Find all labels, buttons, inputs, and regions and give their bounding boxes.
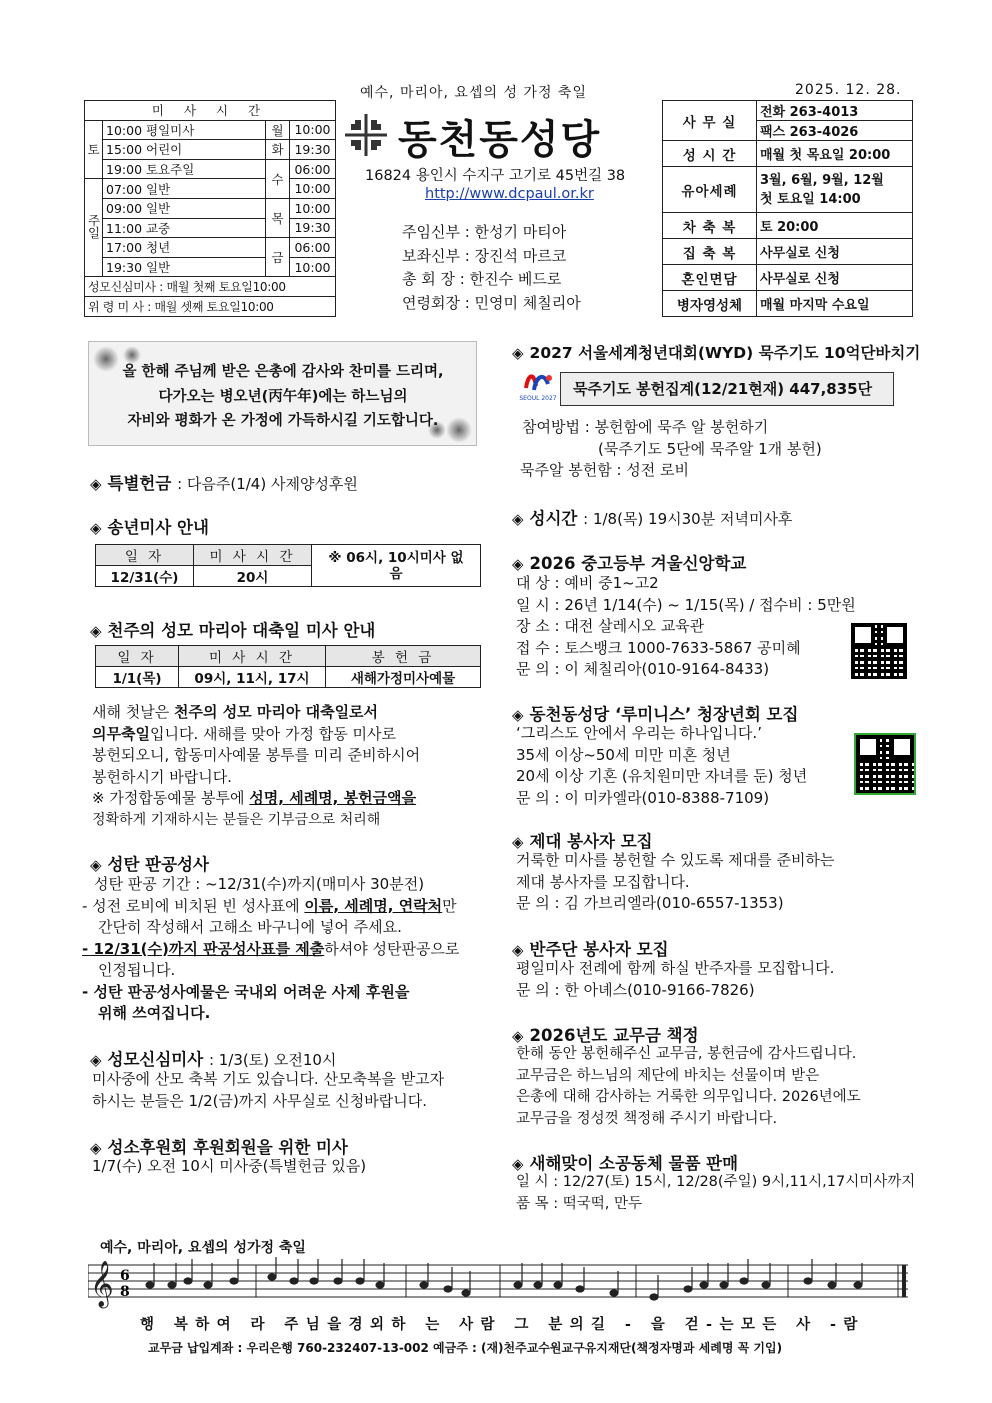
sale-body (516, 1172, 916, 1215)
weekend-mass-4: 07:00 일반 (103, 179, 266, 199)
music-staff (88, 1257, 908, 1309)
sick-communion-label: 병자영성체 (663, 291, 757, 317)
mary-feast-table (95, 645, 481, 688)
altar-line: 거룩한 미사를 봉헌할 수 있도록 제대를 준비하는 (516, 851, 835, 869)
text-bold-underline: 성명, 세례명, 봉헌금액 (249, 789, 402, 807)
confession-line (82, 896, 482, 918)
qr-code-icon[interactable] (851, 623, 907, 679)
text-bold-underline: 을 (401, 789, 417, 807)
marriage-label: 혼인면담 (663, 265, 757, 291)
mass-times-table (84, 100, 336, 317)
office-info-table (662, 100, 913, 317)
mary-line: 봉헌하시기 바랍니다. (92, 767, 232, 786)
col-date: 일 자 (96, 545, 194, 566)
weekend-mass-2: 15:00 어린이 (103, 140, 266, 160)
wyd-logo-icon (518, 366, 558, 406)
mary-line: 봉헌되오니, 합동미사예물 봉투를 미리 준비하시어 (92, 746, 421, 764)
adoration-sub: : 1/8(목) 19시30분 저녁미사후 (583, 510, 793, 528)
baptism-value (757, 167, 913, 213)
altar-line: 제대 봉사자를 모집합니다. (516, 872, 690, 891)
special-offering-text: : 다음주(1/4) 사제양성후원 (177, 475, 358, 493)
baptism-time: 첫 토요일 14:00 (760, 191, 861, 207)
saturday-label: 토 (85, 120, 103, 179)
mary-feast-heading (90, 617, 375, 641)
yearend-time: 20시 (194, 566, 312, 587)
mary-feast-offering: 새해가정미사예물 (326, 667, 481, 688)
text-bold: 천주의 성모 마리아 대축일로서 (174, 703, 379, 721)
weekend-mass-6: 11:00 교중 (103, 218, 266, 238)
yearend-table (95, 544, 481, 587)
mary-line (92, 724, 484, 746)
diamond-icon: ◈ (90, 622, 102, 640)
col-offering: 봉 헌 금 (326, 646, 481, 667)
weekday-tue: 화 (266, 140, 290, 160)
greeting-text (108, 360, 458, 434)
dues-heading (512, 1022, 699, 1046)
luminis-line: 20세 이상 기혼 (유치원미만 자녀를 둔) 청년 (516, 767, 808, 785)
dues-title: 2026년도 교무금 책정 (529, 1026, 699, 1045)
weekday-thu: 목 (266, 198, 290, 237)
weekday-fri: 금 (266, 238, 290, 277)
weekday-time: 10:00 (290, 120, 336, 140)
col-time: 미 사 시 간 (194, 545, 312, 566)
diamond-icon: ◈ (512, 1027, 524, 1045)
wyd-line: 참여방법 : 봉헌함에 묵주 알 봉헌하기 (522, 418, 769, 436)
diamond-icon: ◈ (512, 555, 524, 573)
mass-times-title: 미 사 시 간 (85, 101, 336, 121)
organ-title: 반주단 봉사자 모집 (529, 940, 669, 959)
text: 새해 첫날은 (92, 703, 170, 721)
qr-code-icon[interactable] (856, 735, 914, 793)
mary-feast-times: 09시, 11시, 17시 (179, 667, 326, 688)
confession-line: 성탄 판공 기간 : ~12/31(수)까지(매미사 30분전) (94, 875, 425, 893)
luminis-heading (512, 701, 798, 725)
sick-communion-value: 매월 마지막 수요일 (757, 291, 913, 317)
sale-heading (512, 1150, 738, 1174)
mary-feast-date: 1/1(목) (96, 667, 179, 688)
weekday-time: 10:00 (290, 198, 336, 218)
diamond-icon: ◈ (512, 344, 524, 362)
text: ※ 가정합동예물 봉투에 (92, 789, 245, 807)
bulletin-date: 2025. 12. 28. (795, 82, 902, 98)
weekday-time: 06:00 (290, 238, 336, 258)
diamond-icon: ◈ (512, 833, 524, 851)
school-line: 장 소 : 대전 살레시오 교육관 (516, 617, 705, 635)
church-name: 동천동성당 (398, 117, 602, 163)
adoration-title: 성시간 (529, 509, 578, 528)
greeting-line: 다가오는 병오년(丙午年)에는 하느님의 (158, 388, 408, 405)
church-website-link[interactable]: http://www.dcpaul.or.kr (425, 186, 594, 202)
confession-body (82, 874, 482, 1025)
altar-body (516, 850, 916, 915)
luminis-title: 동천동성당 ‘루미니스’ 청장년회 모집 (529, 705, 799, 724)
sunday-label-text: 주일 (86, 213, 101, 239)
adoration-value: 매월 첫 목요일 20:00 (757, 141, 913, 167)
mary-feast-title: 천주의 성모 마리아 대축일 미사 안내 (107, 621, 376, 640)
diamond-icon: ◈ (512, 1155, 524, 1173)
yearend-date: 12/31(수) (96, 566, 194, 587)
weekend-mass-1: 10:00 평일미사 (103, 120, 266, 140)
organ-line: 문 의 : 한 아녜스(010-9166-7826) (516, 980, 755, 999)
wyd-heading (512, 341, 920, 363)
wyd-count-box: 묵주기도 봉헌집계(12/21현재) 447,835단 (560, 372, 894, 406)
confession-line: 인정됩니다. (98, 961, 176, 979)
weekday-wed: 수 (266, 159, 290, 198)
adoration-heading (512, 505, 792, 529)
wyd-line: (묵주기도 5단에 묵주알 1개 봉헌) (598, 439, 822, 458)
altar-heading (512, 828, 653, 852)
music-notes (146, 1257, 862, 1300)
winter-school-title: 2026 중고등부 겨울신앙학교 (529, 554, 747, 573)
organ-line: 평일미사 전례에 함께 하실 반주자를 모집합니다. (516, 959, 835, 977)
mary-line: 정확하게 기재하시는 분들은 기부금으로 처리해 (92, 811, 381, 828)
feast-title: 예수, 마리아, 요셉의 성 가정 축일 (360, 85, 587, 101)
baptism-months: 3월, 6월, 9월, 12월 (760, 172, 884, 188)
organ-body (516, 958, 916, 1001)
sunday-label (85, 179, 103, 277)
weekend-mass-3: 19:00 토요주일 (103, 159, 266, 179)
text: 하셔야 성탄판공으로 (324, 939, 460, 958)
weekend-mass-5: 09:00 일반 (103, 198, 266, 218)
mary-feast-body (92, 702, 484, 831)
vocation-mass-line: 1/7(수) 오전 10시 미사중(특별헌금 있음) (92, 1157, 367, 1175)
yearend-title: 송년미사 안내 (107, 518, 209, 537)
diamond-icon: ◈ (90, 856, 102, 874)
text: 입니다. 새해를 맞아 가정 합동 미사로 (149, 724, 396, 743)
dues-line: 교무금은 하느님의 제단에 바치는 선물이며 받은 (516, 1067, 820, 1084)
weekday-time: 19:30 (290, 140, 336, 160)
staff-list (402, 221, 581, 315)
diamond-icon: ◈ (90, 475, 102, 493)
weekday-time: 10:00 (290, 257, 336, 277)
text-bold-underline: - 12/31(수)까지 판공성사표를 제출 (82, 939, 325, 958)
greeting-line: 올 한해 주님께 받은 은총에 감사와 찬미를 드리며, (122, 364, 444, 380)
hymn-title: 예수, 마리아, 요셉의 성가정 축일 (100, 1240, 306, 1256)
weekday-time: 19:30 (290, 218, 336, 238)
confession-line: 위해 쓰여집니다. (98, 1004, 211, 1022)
vocation-mass-heading (90, 1134, 348, 1158)
car-blessing-value: 토 20:00 (757, 213, 913, 239)
dues-line: 한해 동안 봉헌해주신 교무금, 봉헌금에 감사드립니다. (516, 1046, 857, 1062)
vocation-mass-title: 성소후원회 후원회원을 위한 미사 (107, 1138, 348, 1157)
organ-heading (512, 936, 669, 960)
dues-line: 은총에 대해 감사하는 거룩한 의무입니다. 2026년에도 (516, 1089, 861, 1105)
altar-title: 제대 봉사자 모집 (529, 832, 653, 851)
diamond-icon: ◈ (512, 706, 524, 724)
staff-funeral-head: 연령회장 : 민영미 체칠리아 (402, 293, 581, 312)
sale-title: 새해맞이 소공동체 물품 판매 (529, 1154, 739, 1173)
altar-line: 문 의 : 김 가브리엘라(010-6557-1353) (516, 894, 784, 912)
diamond-icon: ◈ (512, 510, 524, 528)
baptism-label: 유아세례 (663, 167, 757, 213)
car-blessing-label: 차 축 복 (663, 213, 757, 239)
diamond-icon: ◈ (90, 1051, 102, 1069)
wyd-body (522, 417, 912, 482)
marriage-value: 사무실로 신청 (757, 265, 913, 291)
winter-school-heading (512, 550, 746, 574)
mary-line (92, 788, 484, 810)
special-offering-title: 특별헌금 (107, 474, 172, 493)
church-cross-icon (343, 112, 389, 158)
office-label: 사 무 실 (663, 101, 757, 141)
special-offering-heading (90, 470, 358, 494)
dues-line: 교무금을 정성껏 책정해 주시기 바랍니다. (516, 1110, 778, 1127)
confession-line (82, 939, 482, 961)
weekday-mon: 월 (266, 120, 290, 140)
weekday-time: 10:00 (290, 179, 336, 199)
text: 만 (442, 896, 457, 915)
col-date: 일 자 (96, 646, 179, 667)
greeting-line: 자비와 평화가 온 가정에 가득하시길 기도합니다. (127, 413, 439, 429)
col-time: 미 사 시 간 (179, 646, 326, 667)
luminis-line: ‘그리스도 안에서 우리는 하나입니다.’ (516, 724, 762, 742)
confession-line: - 성탄 판공성사예물은 국내외 어려운 사제 후원을 (82, 982, 410, 1001)
wyd-line: 묵주알 봉헌함 : 성전 로비 (520, 461, 690, 479)
treble-clef-icon: 𝄞 (90, 1261, 114, 1307)
sale-line: 일 시 : 12/27(토) 15시, 12/28(주일) 9시,11시,17시미사까지 (516, 1174, 916, 1190)
yearend-note: ※ 06시, 10시미사 없음 (312, 545, 481, 587)
requiem-mass-row: 위 령 미 사 : 매월 셋째 토요일10:00 (85, 296, 336, 316)
sale-line: 품 목 : 떡국떡, 만두 (516, 1195, 642, 1212)
text: - 성전 로비에 비치된 빈 성사표에 (82, 896, 300, 915)
confession-title: 성탄 판공성사 (107, 855, 209, 874)
yearend-heading (90, 514, 209, 538)
staff-president: 총 회 장 : 한진수 베드로 (402, 270, 562, 289)
office-phone: 전화 263-4013 (757, 101, 913, 121)
wyd-logo-text: SEOUL 2027 (519, 395, 557, 402)
house-blessing-value: 사무실로 신청 (757, 239, 913, 265)
marian-mass-line: 미사중에 산모 축복 기도 있습니다. 산모축복을 받고자 (92, 1070, 445, 1088)
text-bold: 의무축일 (92, 724, 150, 743)
wyd-title: 2027 서울세계청년대회(WYD) 묵주기도 10억단바치기 (529, 344, 921, 362)
weekday-time: 06:00 (290, 159, 336, 179)
staff-pastor: 주임신부 : 한성기 마티아 (402, 223, 567, 241)
text-bold-underline: 이름, 세례명, 연락처 (304, 896, 443, 915)
dues-body (516, 1044, 916, 1130)
marian-mass-line: 하시는 분들은 1/2(금)까지 사무실로 신청바랍니다. (92, 1091, 427, 1110)
marian-mass-sub: : 1/3(토) 오전10시 (208, 1051, 337, 1069)
diamond-icon: ◈ (512, 941, 524, 959)
marian-mass-title: 성모신심미사 (107, 1050, 204, 1069)
adoration-label: 성 시 간 (663, 141, 757, 167)
luminis-line: 35세 이상~50세 미만 미혼 청년 (516, 745, 731, 764)
mary-line (92, 702, 484, 724)
church-address: 16824 용인시 수지구 고기로 45번길 38 (365, 168, 626, 184)
time-sig-bottom: 8 (120, 1284, 130, 1300)
diamond-icon: ◈ (90, 1139, 102, 1157)
hymn-lyrics: 행 복하여 라 주님을경외하 는 사람 그 분의길 - 을 걷-는모든 사 -람 (140, 1317, 865, 1333)
luminis-line: 문 의 : 이 미카엘라(010-8388-7109) (516, 788, 770, 807)
weekend-mass-7: 17:00 청년 (103, 238, 266, 258)
school-line: 대 상 : 예비 중1~고2 (516, 574, 659, 592)
marian-mass-row: 성모신심미사 : 매월 첫째 토요일10:00 (85, 277, 336, 297)
office-fax: 팩스 263-4026 (757, 121, 913, 141)
school-line: 접 수 : 토스뱅크 1000-7633-5867 공미혜 (516, 638, 801, 657)
school-line: 문 의 : 이 체칠리아(010-9164-8433) (516, 660, 770, 678)
diamond-icon: ◈ (90, 519, 102, 537)
weekend-mass-8: 19:30 일반 (103, 257, 266, 277)
confession-heading (90, 851, 209, 875)
time-sig-top: 6 (120, 1268, 130, 1284)
school-line: 일 시 : 26년 1/14(수) ~ 1/15(목) / 접수비 : 5만원 (516, 595, 856, 614)
marian-mass-heading (90, 1046, 336, 1070)
staff-assistant: 보좌신부 : 장진석 마르코 (402, 246, 567, 265)
dues-account-footer: 교무금 납입계좌 : 우리은행 760-232407-13-002 예금주 : (재)천주교수원교구유지재단(책정자명과 세례명 꼭 기입) (148, 1341, 783, 1355)
marian-mass-body (92, 1069, 490, 1112)
house-blessing-label: 집 축 복 (663, 239, 757, 265)
confession-line: 간단히 작성해서 고해소 바구니에 넣어 주세요. (98, 918, 402, 936)
